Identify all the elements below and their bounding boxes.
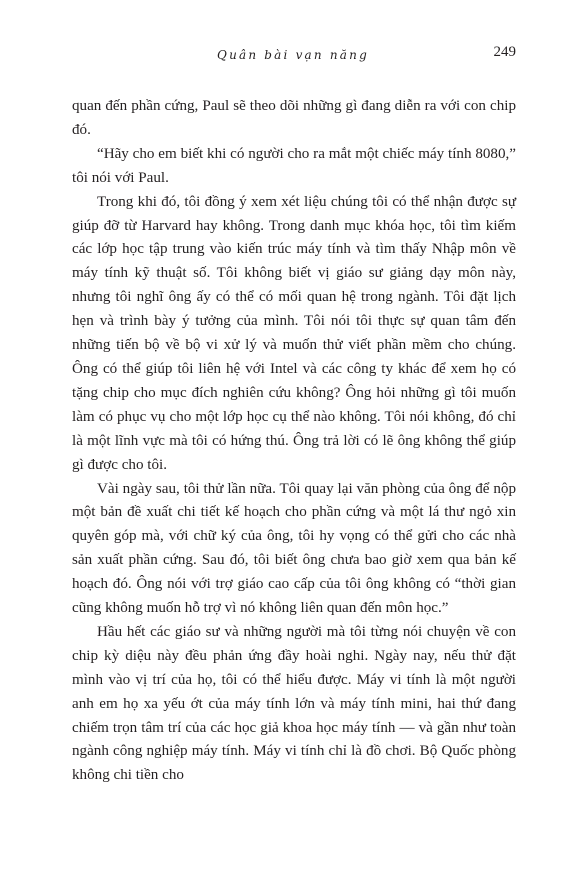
paragraph-proposal: Vài ngày sau, tôi thử lần nữa. Tôi quay lại văn phòng của ông để nộp một bản đề xuất chi tiết kế hoạch cho phần cứng và một lá thư ngỏ xin quyên góp mà, với chữ ký của ông, tôi hy vọng có thể gửi cho các nhà sản xuất phần cứng. Sau đó, tôi biết ông chưa bao giờ xem qua bản kế hoạch đó. Ông nói với trợ giáo cao cấp của tôi ông không có “thời gian cũng không muốn hỗ trợ vì nó không liên quan đến môn học.” — [72, 480, 516, 617]
page-number: 249 — [493, 44, 516, 60]
paragraph-skepticism: Hầu hết các giáo sư và những người mà tôi từng nói chuyện về con chip kỳ diệu này đều phản ứng đầy hoài nghi. Ngày nay, nếu thử đặt mình vào vị trí của họ, tôi có thể hiểu được. Máy vi tính là một người anh em họ xa yếu ớt của máy tính lớn và máy tính mini, hai thứ đang chiếm trọn tâm trí của các học giả khoa học máy tính — và gần như toàn ngành công nghiệp máy tính. Máy vi tính chỉ là đồ chơi. Bộ Quốc phòng không chi tiền cho — [72, 623, 516, 784]
paragraph-quote: “Hãy cho em biết khi có người cho ra mắt một chiếc máy tính 8080,” tôi nói với Paul. — [72, 145, 516, 186]
running-title: Quân bài vạn năng — [217, 48, 369, 62]
paragraph-harvard: Trong khi đó, tôi đồng ý xem xét liệu chúng tôi có thể nhận được sự giúp đỡ từ Harvard hay không. Trong danh mục khóa học, tôi tìm kiếm các lớp học tập trung vào kiến trúc máy tính và tìm thấy Nhập môn về máy tính kỹ thuật số. Tôi không biết vị giáo sư giảng dạy môn này, nhưng tôi nghĩ ông ấy có thể có mối quan hệ trong ngành. Tôi đặt lịch hẹn và trình bày ý tưởng của mình. Tôi nói tôi thực sự quan tâm đến những tiến bộ về bộ vi xử lý và muốn thử viết phần mềm cho chúng. Ông có thể giúp tôi liên hệ với Intel và các công ty khác để xem họ có tặng chip cho mục đích nghiên cứu không? Ông hỏi những gì tôi muốn làm có phục vụ cho một lớp học cụ thể nào không. Tôi nói không, đó chỉ là một lĩnh vực mà tôi có hứng thú. Ông trả lời có lẽ ông không thể giúp gì được cho tôi. — [72, 193, 516, 473]
running-header — [70, 44, 516, 66]
paragraph-continued: quan đến phần cứng, Paul sẽ theo dõi những gì đang diễn ra với con chip đó. — [72, 98, 516, 138]
body-text — [72, 95, 516, 788]
